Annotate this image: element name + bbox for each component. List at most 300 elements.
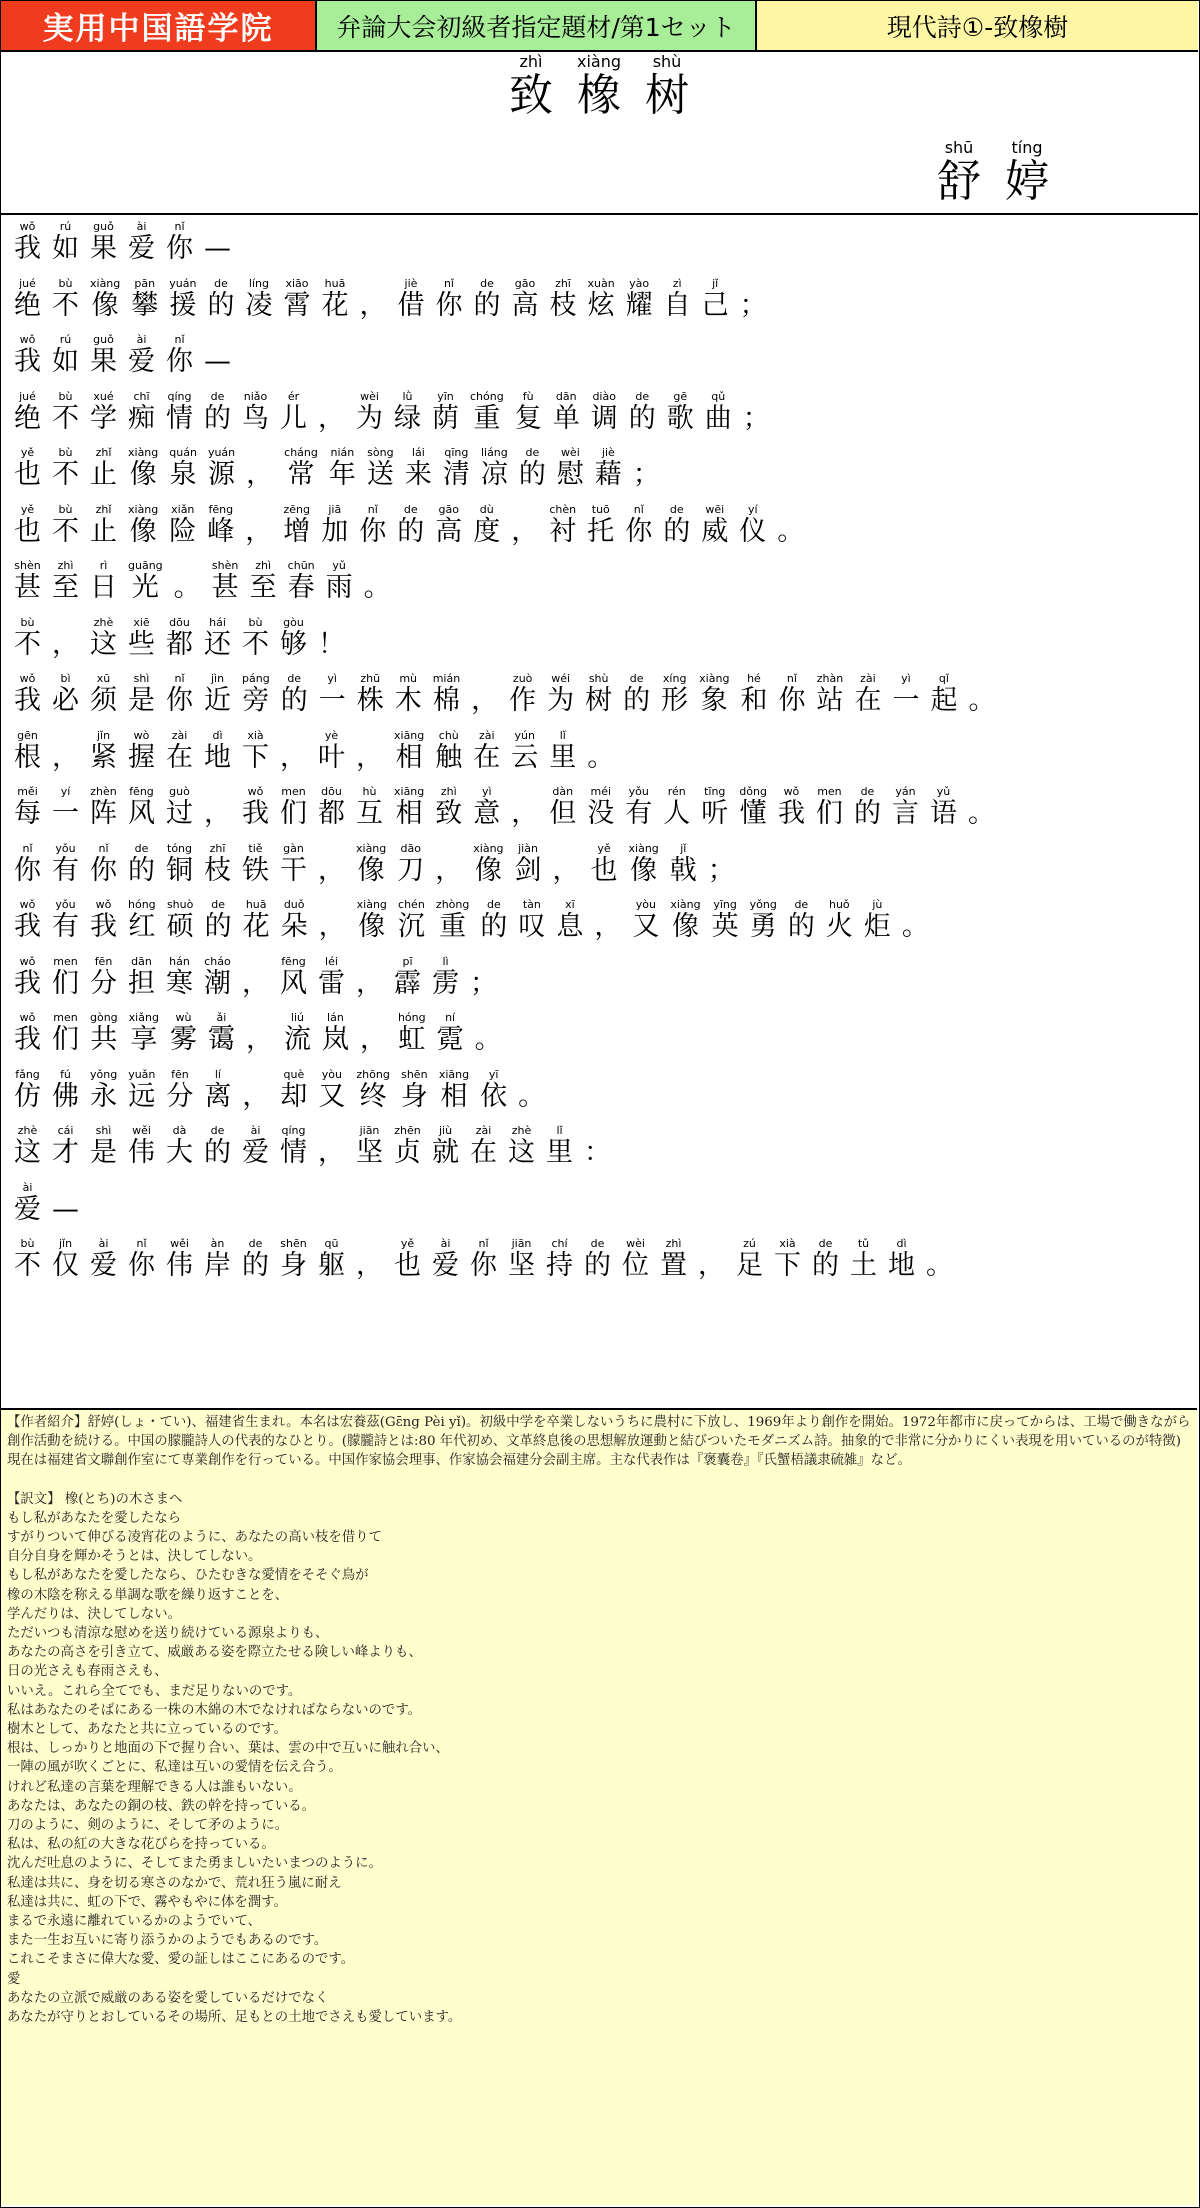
poem-char: 地dì [204, 728, 231, 773]
poem-char: 的de [628, 389, 656, 434]
poem-char: 又yòu [632, 898, 660, 943]
poem-char: 你nǐ [359, 502, 387, 547]
poem-char: 学xué [90, 389, 117, 434]
poem-char: 你nǐ [778, 672, 806, 717]
punctuation: 。 [968, 685, 996, 717]
poem-char: 光guāng [128, 559, 163, 604]
poem-char: 根gēn [14, 728, 41, 773]
poem-char: 身shēn [400, 1067, 428, 1112]
poem-char: 们men [815, 785, 843, 830]
punctuation: ， [318, 911, 346, 943]
poem-char: 的de [204, 389, 231, 434]
poem-char: 果guǒ [90, 220, 117, 265]
poem-char: 持chí [546, 1237, 573, 1282]
poem-char: 复fù [514, 389, 542, 434]
punctuation: ， [245, 515, 273, 547]
poem-char: 像xiàng [356, 841, 387, 886]
translation-line: 私達は共に、身を切る寒さのなかで、荒れ狂う嵐に耐え [7, 1875, 342, 1891]
translation-line: あなたが守りとおしているその場所、足もとの土地でさえも愛しています。 [7, 2010, 462, 2026]
punctuation: ， [318, 402, 345, 434]
poem-char: 托tuō [587, 502, 615, 547]
poem-char: 爱ài [128, 333, 155, 378]
poem-char: 潮cháo [204, 954, 231, 999]
poem-char: 的de [812, 1237, 839, 1282]
poem-char: 永yǒng [90, 1067, 118, 1112]
poem-line [14, 321, 1189, 378]
poem-char: 致zhì [435, 785, 463, 830]
poem-char: 却què [280, 1067, 308, 1112]
punctuation: ！ [318, 628, 345, 660]
poem-char: 的de [518, 446, 546, 491]
poem-char: 红hóng [128, 898, 156, 943]
poem-char: 相xiāng [394, 728, 425, 773]
poem-char: 威wēi [701, 502, 729, 547]
poem-char: 不bù [14, 1237, 41, 1282]
poem-char: 没méi [587, 785, 615, 830]
poem-char: 凌líng [245, 276, 273, 321]
poem-line [14, 265, 1189, 322]
punctuation: 。 [967, 798, 995, 830]
poem-char: 岸àn [204, 1237, 231, 1282]
poem-char: 近jìn [204, 672, 231, 717]
poem-char: 是shì [128, 672, 155, 717]
poem-char: 风fēng [128, 785, 155, 830]
poem-char: 高gāo [511, 276, 539, 321]
poem-char: 必bì [52, 672, 79, 717]
poem-char: 远yuǎn [128, 1067, 156, 1112]
poem-char: 你nǐ [470, 1237, 497, 1282]
poem-char: 至zhì [249, 559, 277, 604]
poem-char: 我wǒ [14, 954, 41, 999]
poem-char: 高gāo [435, 502, 463, 547]
poem-char: 源yuán [207, 446, 236, 491]
poem-char: 像xiàng [128, 502, 159, 547]
poem-char: 言yán [891, 785, 919, 830]
poem-char: 身shēn [280, 1237, 307, 1282]
poem-char: 炬jù [863, 898, 891, 943]
poem-char: 来lái [404, 446, 432, 491]
poem-char: 的de [480, 898, 508, 943]
punctuation: ； [707, 854, 735, 886]
poem-char: 铜tóng [166, 841, 193, 886]
poem-line [14, 604, 1189, 661]
poem-char: 须xū [90, 672, 117, 717]
author-char: 舒shū [937, 138, 981, 207]
poem-char: 们men [52, 1011, 79, 1056]
poem-char: 情qíng [166, 389, 193, 434]
poem-char: 爱ài [128, 220, 155, 265]
translation-line: また一生お互いに寄り添うかのようでもあるのです。 [7, 1933, 328, 1949]
poem-line [14, 886, 1189, 943]
poem-line [14, 434, 1189, 491]
punctuation: ， [356, 967, 383, 999]
punctuation: ， [552, 854, 580, 886]
poem-char: 过guò [166, 785, 193, 830]
translation-line: 私は、私の紅の大きな花びらを持っている。 [7, 1837, 275, 1853]
punctuation: 。 [474, 1024, 502, 1056]
punctuation: — [204, 233, 231, 265]
poem-char: 这zhè [14, 1124, 41, 1169]
poem-char: 我wǒ [14, 220, 41, 265]
author-introduction: 【作者紹介】舒婷(しょ・てい)、福建省生まれ。本名は宏養茲(Gɛ̄ng Pèi yǐ)。初級中学を卒業しないうちに農村に下放し、1969年より創作を開始。1972年都市に戻ってからは、工場で働きながら創作活動を続ける。中国の朦朧詩人の代表的なひとり。(朦朧詩とは:80 年代初め、文革終息後の思想解放運動と結びついたモダニズム詩。抽象的で非常に分かりにくい表現を用いているのが特徴)現在は福建省文聯創作室にて専業創作を行っている。中国作家協会理事、作家協会福建分会副主席。主な代表作は『褒囊卷』『氏蟹梧議隶硫雑』など。 [7, 1415, 1191, 1469]
poem-char: 我wǒ [90, 898, 117, 943]
poem-char: 的de [787, 898, 815, 943]
poem-char: 里lǐ [549, 728, 577, 773]
punctuation: ； [470, 967, 497, 999]
poem-char: 常cháng [284, 446, 318, 491]
poem-char: 和hé [740, 672, 768, 717]
poem-char: 不bù [242, 615, 269, 660]
poem-char: 雳lì [432, 954, 459, 999]
punctuation: ， [511, 798, 539, 830]
poem-char: 也yě [590, 841, 618, 886]
punctuation: 。 [901, 911, 929, 943]
punctuation: 。 [518, 1080, 546, 1112]
poem-char: 耀yào [625, 276, 653, 321]
poem-char: 花huā [242, 898, 270, 943]
poem-char: 触chù [435, 728, 463, 773]
poem-char: 雨yǔ [325, 559, 353, 604]
poem-char: 土tǔ [850, 1237, 877, 1282]
poem-char: 戟jǐ [669, 841, 697, 886]
poem-char: 贞zhēn [394, 1124, 421, 1169]
poem-char: 流liú [283, 1011, 311, 1056]
poem-char: 一yì [318, 672, 346, 717]
notes-panel [1, 1408, 1197, 2205]
poem-char: 我wǒ [14, 333, 41, 378]
poem-char: 的de [242, 1237, 269, 1282]
poem-title [0, 54, 1198, 123]
poem-char: 不bù [52, 389, 79, 434]
punctuation: ， [356, 741, 383, 773]
school-name: 実用中国語学院 [1, 1, 317, 50]
poem-char: 叶yè [318, 728, 345, 773]
poem-char: 像xiàng [356, 898, 387, 943]
translation-line: 日の光さえも春雨さえも、 [7, 1664, 168, 1680]
punctuation: ， [318, 854, 345, 886]
poem-char: 的de [853, 785, 881, 830]
translation-line: 樹木として、あなたと共に立っているのです。 [7, 1722, 287, 1738]
poem-char: 像xiàng [128, 446, 159, 491]
poem-char: 共gòng [90, 1011, 118, 1056]
punctuation: ， [246, 459, 274, 491]
poem-char: 绝jué [14, 389, 41, 434]
poem-char: 甚shèn [14, 559, 41, 604]
poem-char: 担dān [128, 954, 155, 999]
poem-char: 但dàn [549, 785, 577, 830]
punctuation: ， [511, 515, 539, 547]
author-char: 婷tíng [1005, 138, 1049, 207]
poem-char: 调diào [590, 389, 618, 434]
translation-line: 沈んだ吐息のように、そしてまた勇ましいたいまつのように。 [7, 1856, 382, 1872]
poem-char: 霭ǎi [207, 1011, 235, 1056]
translation-line: 【訳文】 橡(とち)の木さまへ [7, 1491, 183, 1507]
poem-char: 的de [204, 1124, 231, 1169]
punctuation: 。 [926, 1250, 953, 1282]
translation-block [7, 1490, 1191, 2028]
translation-line: 橡の木陰を称える単調な歌を繰り返すことを、 [7, 1587, 289, 1603]
poem-line [14, 1112, 1189, 1169]
poem-char: 你nǐ [166, 333, 193, 378]
poem-char: 雾wù [169, 1011, 197, 1056]
translation-line: あなたの立派で威厳のある姿を愛しているだけでなく [7, 1990, 329, 2006]
poem-line [14, 943, 1189, 1000]
poem-char: 作zuò [509, 672, 537, 717]
poem-char: 虹hóng [397, 1011, 426, 1056]
poem-char: 凉liáng [480, 446, 508, 491]
poem-char: 足zú [736, 1237, 763, 1282]
poem-char: 下xià [774, 1237, 801, 1282]
poem-char: 云yún [511, 728, 539, 773]
poem-char: 听tīng [701, 785, 729, 830]
poem-char: 木mù [394, 672, 422, 717]
poem-char: 花huā [321, 276, 349, 321]
poem-char: 有yǒu [625, 785, 653, 830]
poem-char: 一yí [52, 785, 79, 830]
poem-char: 止zhǐ [90, 446, 117, 491]
poem-author [925, 140, 1061, 209]
translation-line: 愛 [7, 1971, 21, 1987]
poem-char: 是shì [90, 1124, 117, 1169]
poem-char: 剑jiàn [514, 841, 542, 886]
poem-char: 些xiē [128, 615, 155, 660]
poem-line [14, 1056, 1189, 1113]
poem-char: 我wǒ [14, 1011, 41, 1056]
lesson-title: 現代詩①-致橡樹 [757, 1, 1198, 50]
poem-char: 形xíng [661, 672, 689, 717]
poem-char: 荫yīn [432, 389, 459, 434]
poem-char: 的de [584, 1237, 611, 1282]
poem-char: 这zhè [508, 1124, 535, 1169]
punctuation: ， [52, 741, 79, 773]
poem-char: 险xiǎn [169, 502, 197, 547]
poem-line [14, 1225, 1189, 1282]
punctuation: 。 [587, 741, 615, 773]
punctuation: ； [632, 459, 660, 491]
poem-line [14, 208, 1189, 265]
poem-char: 分fēn [166, 1067, 194, 1112]
punctuation: 。 [777, 515, 805, 547]
punctuation: ， [359, 1024, 387, 1056]
poem-char: 霄xiāo [283, 276, 311, 321]
translation-line: 一陣の風が吹くごとに、私達は互いの愛情を伝え合う。 [7, 1760, 342, 1776]
poem-char: 们men [280, 785, 307, 830]
poem-char: 伟wěi [166, 1237, 193, 1282]
poem-char: 你nǐ [166, 220, 193, 265]
poem-char: 语yǔ [929, 785, 957, 830]
poem-char: 们men [52, 954, 79, 999]
poem-char: 握wò [128, 728, 155, 773]
poem-char: 人rén [663, 785, 691, 830]
poem-char: 己jǐ [701, 276, 729, 321]
poem-char: 情qíng [280, 1124, 307, 1169]
poem-line [14, 378, 1189, 435]
poem-char: 清qīng [442, 446, 470, 491]
poem-char: 援yuán [169, 276, 197, 321]
poem-char: 像xiàng [628, 841, 659, 886]
poem-char: 铁tiě [242, 841, 269, 886]
poem-char: 慰wèi [556, 446, 584, 491]
poem-char: 相xiāng [438, 1067, 470, 1112]
poem-char: 里lǐ [546, 1124, 573, 1169]
translation-line: 自分自身を輝かそうとは、決してしない。 [7, 1549, 262, 1565]
punctuation: ； [742, 402, 770, 434]
punctuation: 。 [363, 572, 391, 604]
poem-char: 在zài [473, 728, 501, 773]
poem-char: 像xiàng [670, 898, 701, 943]
poem-char: 还hái [204, 615, 231, 660]
poem-char: 衬chèn [549, 502, 577, 547]
poem-char: 甚shèn [211, 559, 239, 604]
poem-char: 至zhì [52, 559, 79, 604]
poem-char: 分fēn [90, 954, 117, 999]
poem-char: 享xiǎng [128, 1011, 159, 1056]
poem-char: 我wǒ [14, 898, 41, 943]
poem-char: 互hù [356, 785, 383, 830]
header-bar [1, 1, 1198, 52]
poem-char: 刀dāo [397, 841, 425, 886]
title-char: 树shù [645, 52, 689, 121]
poem-char: 枝zhī [549, 276, 577, 321]
punctuation: ， [242, 1080, 270, 1112]
poem-char: 伟wěi [128, 1124, 155, 1169]
poem-char: 也yě [14, 502, 41, 547]
poem-char: 的de [623, 672, 651, 717]
punctuation: — [52, 1193, 79, 1225]
poem-char: 不bù [52, 446, 79, 491]
punctuation: ， [435, 854, 463, 886]
translation-line: あなたは、あなたの銅の枝、鉄の幹を持っている。 [7, 1798, 315, 1814]
poem-char: 棉mián [432, 672, 461, 717]
poem-char: 意yì [473, 785, 501, 830]
translation-line: 私はあなたのそばにある一株の木綿の木でなければならないのです。 [7, 1702, 422, 1718]
punctuation: 。 [173, 572, 201, 604]
poem-char: 止zhǐ [90, 502, 117, 547]
poem-char: 的de [397, 502, 425, 547]
poem-char: 爱ài [90, 1237, 117, 1282]
poem-char: 相xiāng [394, 785, 425, 830]
poem-body [14, 208, 1189, 1282]
poem-char: 你nǐ [625, 502, 653, 547]
poem-char: 坚jiān [356, 1124, 383, 1169]
poem-char: 也yě [394, 1237, 421, 1282]
poem-char: 为wèi [356, 389, 383, 434]
poem-char: 寒hán [166, 954, 193, 999]
punctuation: ， [471, 685, 499, 717]
poem-char: 峰fēng [207, 502, 235, 547]
poem-char: 我wǒ [777, 785, 805, 830]
poem-char: 息xī [556, 898, 584, 943]
punctuation: ， [280, 741, 307, 773]
poem-char: 懂dǒng [739, 785, 767, 830]
poem-char: 旁páng [242, 672, 270, 717]
poem-char: 儿ér [280, 389, 307, 434]
punctuation: ， [318, 1137, 345, 1169]
poem-char: 重chóng [470, 389, 504, 434]
poem-char: 的de [204, 898, 232, 943]
punctuation: — [204, 346, 231, 378]
poem-char: 都dōu [318, 785, 345, 830]
poem-char: 送sòng [366, 446, 394, 491]
poem-char: 加jiā [321, 502, 349, 547]
poem-char: 你nǐ [435, 276, 463, 321]
translation-line: まるで永遠に離れているかのようでいて、 [7, 1914, 262, 1930]
translation-line: けれど私達の言葉を理解できる人は誰もいない。 [7, 1779, 302, 1795]
poem-char: 的de [128, 841, 155, 886]
poem-char: 如rú [52, 220, 79, 265]
translation-line: 根は、しっかりと地面の下で握り合い、葉は、雲の中で互いに触れ合い、 [7, 1741, 449, 1757]
translation-line: もし私があなたを愛したなら [7, 1510, 182, 1526]
punctuation: ， [242, 967, 269, 999]
poem-char: 沉chén [397, 898, 425, 943]
poem-char: 绿lǜ [394, 389, 421, 434]
poem-char: 痴chī [128, 389, 155, 434]
poem-char: 依yī [480, 1067, 508, 1112]
poem-char: 又yòu [318, 1067, 346, 1112]
poem-char: 果guǒ [90, 333, 117, 378]
poem-char: 大dà [166, 1124, 193, 1169]
poem-char: 紧jǐn [90, 728, 117, 773]
poem-char: 风fēng [280, 954, 307, 999]
poem-char: 站zhàn [816, 672, 844, 717]
poem-char: 置zhì [660, 1237, 687, 1282]
poem-char: 为wéi [547, 672, 575, 717]
poem-char: 像xiàng [90, 276, 121, 321]
poem-char: 躯qū [318, 1237, 345, 1282]
poem-char: 重zhòng [435, 898, 470, 943]
poem-char: 下xià [242, 728, 269, 773]
poem-char: 都dōu [166, 615, 193, 660]
poem-char: 爱ài [14, 1180, 41, 1225]
poem-line [14, 1169, 1189, 1226]
poem-char: 岚lán [321, 1011, 349, 1056]
poem-char: 炫xuàn [587, 276, 615, 321]
translation-line: すがりついて伸びる凌宵花のように、あなたの高い枝を借りて [7, 1530, 382, 1546]
poem-char: 这zhè [90, 615, 117, 660]
poem-char: 藉jiè [594, 446, 622, 491]
poem-char: 才cái [52, 1124, 79, 1169]
poem-char: 像xiàng [473, 841, 504, 886]
poem-char: 春chūn [287, 559, 315, 604]
poem-char: 干gàn [280, 841, 307, 886]
poem-char: 地dì [888, 1237, 915, 1282]
poem-char: 爱ài [242, 1124, 269, 1169]
poem-char: 仪yí [739, 502, 767, 547]
punctuation: ， [698, 1250, 725, 1282]
poem-char: 起qǐ [930, 672, 958, 717]
poem-line [14, 717, 1189, 774]
poem-char: 仅jǐn [52, 1237, 79, 1282]
translation-line: あなたの高さを引き立て、威厳ある姿を際立たせる険しい峰よりも、 [7, 1645, 422, 1661]
poem-char: 离lí [204, 1067, 232, 1112]
translation-line: 刀のように、剣のように、そして矛のように。 [7, 1818, 289, 1834]
poem-line [14, 547, 1189, 604]
course-label: 弁論大会初級者指定題材/第1セット [317, 1, 757, 50]
poem-char: 我wǒ [14, 672, 41, 717]
poem-char: 不bù [52, 276, 79, 321]
poem-char: 日rì [90, 559, 117, 604]
poem-char: 借jiè [397, 276, 425, 321]
poem-line [14, 830, 1189, 887]
poem-char: 仿fǎng [14, 1067, 41, 1112]
poem-char: 自zì [663, 276, 691, 321]
poem-char: 每měi [14, 785, 41, 830]
poem-char: 绝jué [14, 276, 41, 321]
poem-char: 你nǐ [14, 841, 41, 886]
poem-char: 不bù [52, 502, 79, 547]
punctuation: ； [739, 289, 767, 321]
punctuation: ， [356, 1250, 383, 1282]
